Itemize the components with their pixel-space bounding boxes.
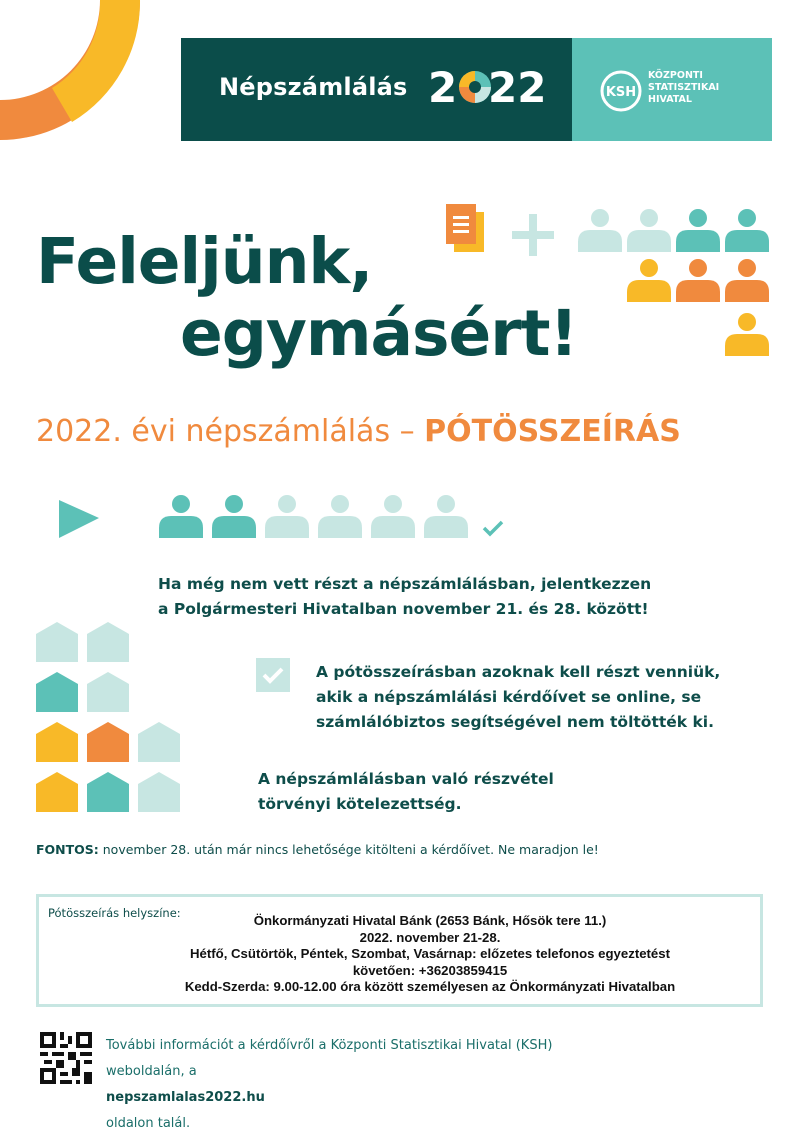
ksh-name-line-3: HIVATAL	[648, 94, 692, 105]
website-link[interactable]: nepszamlalas2022.hu	[106, 1090, 265, 1105]
house-icon	[87, 722, 129, 762]
more-info-suffix: oldalon talál.	[106, 1116, 191, 1131]
important-text: november 28. után már nincs lehetősége kitölteni a kérdőívet. Ne maradjon le!	[98, 842, 599, 857]
more-info-line-2	[106, 1059, 766, 1137]
person-icon	[676, 259, 720, 302]
ksh-logo-icon	[600, 70, 642, 112]
who-line-3: számlálóbiztos segítségével nem töltötték ki.	[316, 713, 714, 731]
headline	[36, 226, 616, 370]
play-icon	[59, 500, 99, 538]
checkbox-icon	[256, 658, 290, 692]
more-info-line-1: További információt a kérdőívről a Központi Statisztikai Hivatal (KSH)	[106, 1038, 553, 1053]
who-line-2: akik a népszámlálási kérdőívet se online, se	[316, 688, 702, 706]
person-icon	[627, 209, 671, 252]
person-icon	[371, 495, 415, 538]
year-digit-first: 2	[428, 63, 458, 112]
duty-line-2: törvényi kötelezettség.	[258, 795, 462, 813]
ksh-name	[648, 70, 719, 106]
location-line-3: Hétfő, Csütörtök, Péntek, Szombat, Vasárnap: előzetes telefonos egyeztetést	[190, 946, 670, 961]
person-icon	[265, 495, 309, 538]
who-line-1: A pótösszeírásban azoknak kell részt venniük,	[316, 663, 721, 681]
call-to-action	[158, 572, 718, 622]
ksh-badge-text: KSH	[605, 85, 637, 100]
legal-duty	[258, 767, 718, 817]
location-label: Pótösszeírás helyszíne:	[48, 906, 181, 920]
subtitle-emphasis: PÓTÖSSZEÍRÁS	[424, 414, 681, 449]
location-details	[140, 913, 720, 996]
house-icon	[87, 672, 129, 712]
person-icon	[424, 495, 468, 538]
ksh-name-line-2: STATISZTIKAI	[648, 82, 720, 93]
person-icon	[725, 209, 769, 252]
house-icon	[36, 622, 78, 662]
check-icon	[484, 522, 502, 534]
houses-illustration	[36, 622, 186, 814]
person-icon	[627, 259, 671, 302]
house-icon	[138, 722, 180, 762]
ksh-name-line-1: KÖZPONTI	[648, 70, 703, 81]
location-line-5: Kedd-Szerda: 9.00-12.00 óra között személyesen az Önkormányzati Hivatalban	[184, 979, 676, 994]
more-info	[106, 1033, 766, 1137]
location-line-4: követően: +36203859415	[352, 962, 508, 978]
location-line-1: Önkormányzati Hivatal Bánk (2653 Bánk, Hősök tere 11.)	[253, 913, 607, 928]
census-pie-icon	[458, 70, 492, 104]
subtitle-prefix: 2022. évi népszámlálás –	[36, 414, 425, 449]
who-must-participate	[316, 660, 776, 735]
house-icon	[87, 622, 129, 662]
person-icon	[159, 495, 203, 538]
more-info-prefix: weboldalán, a	[106, 1064, 197, 1079]
person-icon	[676, 209, 720, 252]
corner-arc-decoration	[0, 0, 150, 145]
important-notice	[36, 842, 776, 857]
call-line-1: Ha még nem vett részt a népszámlálásban, jelentkezzen	[158, 575, 652, 593]
people-row-illustration	[56, 488, 516, 548]
person-icon	[212, 495, 256, 538]
qr-code-icon	[40, 1032, 92, 1084]
house-icon	[138, 772, 180, 812]
headline-line-2: egymásért!	[180, 297, 578, 370]
location-line-2: 2022. november 21-28.	[359, 929, 501, 945]
house-icon	[36, 722, 78, 762]
house-icon	[87, 772, 129, 812]
person-icon	[725, 313, 769, 356]
census-brand-word: Népszámlálás	[219, 73, 408, 101]
house-icon	[36, 672, 78, 712]
important-label: FONTOS:	[36, 842, 99, 857]
duty-line-1: A népszámlálásban való részvétel	[258, 770, 554, 788]
year-digits-rest: 22	[488, 63, 547, 112]
person-icon	[318, 495, 362, 538]
headline-line-1: Feleljünk,	[36, 225, 373, 298]
person-icon	[725, 259, 769, 302]
subtitle	[36, 414, 681, 449]
call-line-2: a Polgármesteri Hivatalban november 21. és 28. között!	[158, 600, 649, 618]
house-icon	[36, 772, 78, 812]
